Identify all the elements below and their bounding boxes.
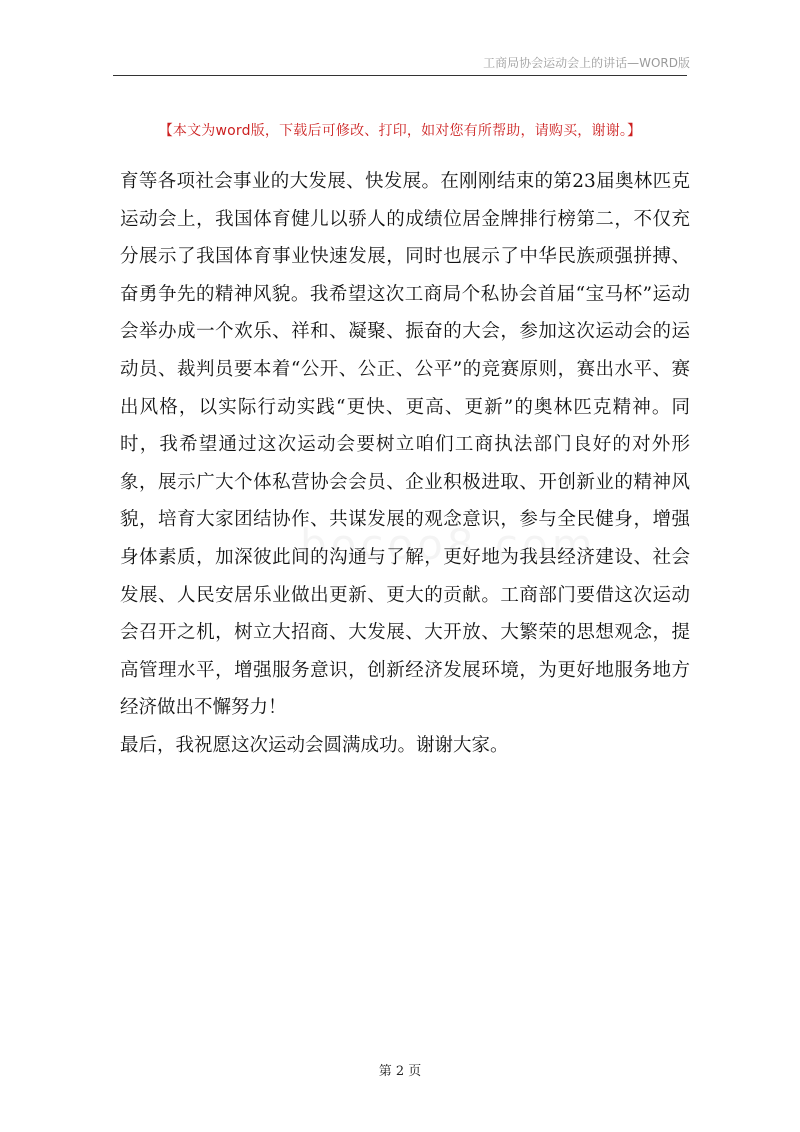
- page-number: 第 2 页: [378, 1064, 422, 1079]
- header-divider: [113, 75, 687, 76]
- document-body: [120, 163, 690, 765]
- body-paragraph-2: 最后，我祝愿这次运动会圆满成功。谢谢大家。: [120, 734, 509, 756]
- document-header-title: 工商局协会运动会上的讲话—WORD版: [483, 56, 690, 70]
- body-paragraph-1: 育等各项社会事业的大发展、快发展。在刚刚结束的第23届奥林匹克运动会上，我国体育健儿以骄人的成绩位居金牌排行榜第二，不仅充分展示了我国体育事业快速发展，同时也展示了中华民族顽强拼搏、奋勇争先的精神风貌。我希望这次工商局个私协会首届“宝马杯”运动会举办成一个欢乐、祥和、凝聚、振奋的大会，参加这次运动会的运动员、裁判员要本着“公开、公正、公平”的竞赛原则，赛出水平、赛出风格，以实际行动实践“更快、更高、更新”的奥林匹克精神。同时，我希望通过这次运动会要树立咱们工商执法部门良好的对外形象，展示广大个体私营协会会员、企业积极进取、开创新业的精神风貌，培育大家团结协作、共谋发展的观念意识，参与全民健身，增强身体素质，加深彼此间的沟通与了解，更好地为我县经济建设、社会发展、人民安居乐业做出更新、更大的贡献。工商部门要借这次运动会召开之机，树立大招商、大发展、大开放、大繁荣的思想观念，提高管理水平，增强服务意识，创新经济发展环境，为更好地服务地方经济做出不懈努力！: [120, 171, 690, 719]
- download-notice: 【本文为word版，下载后可修改、打印，如对您有所帮助，请购买，谢谢。】: [158, 123, 642, 139]
